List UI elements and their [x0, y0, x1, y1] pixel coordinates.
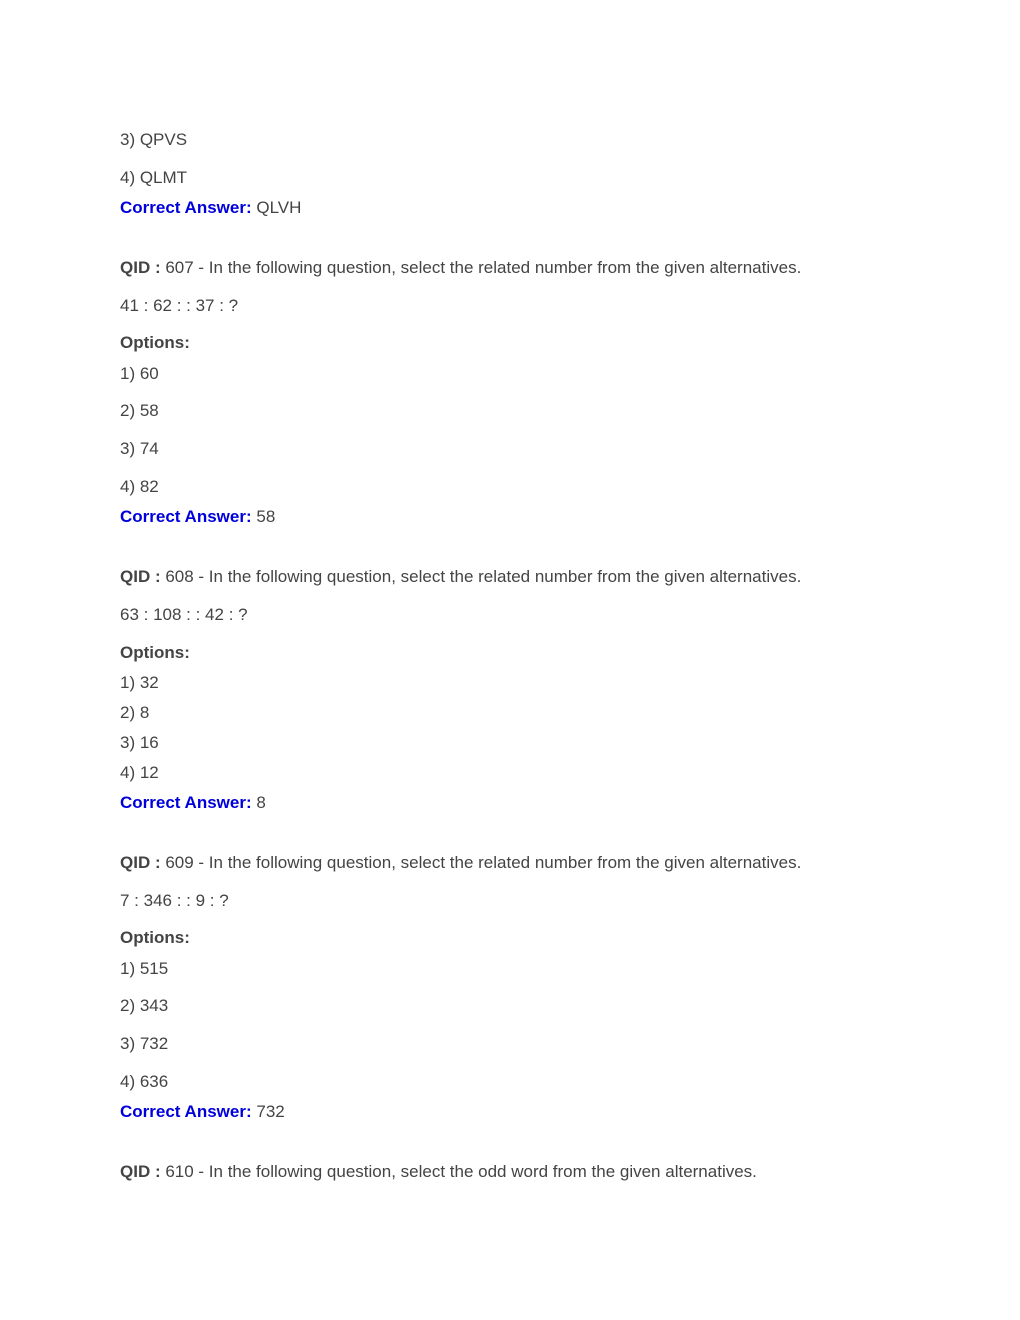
- correct-answer-value: QLVH: [256, 198, 302, 217]
- option-item: 4) 12: [120, 763, 159, 782]
- question-prompt: 7 : 346 : : 9 : ?: [120, 891, 229, 910]
- option-item: 4) 636: [120, 1072, 169, 1091]
- option-item: 1) 515: [120, 959, 169, 978]
- correct-answer-label: Correct Answer:: [120, 793, 252, 812]
- option-item: 4) QLMT: [120, 168, 188, 187]
- correct-answer-line: [120, 793, 266, 813]
- question-heading: [120, 853, 801, 873]
- correct-answer-line: [120, 1102, 285, 1122]
- option-item: 2) 58: [120, 401, 159, 420]
- option-item: 4) 82: [120, 477, 159, 496]
- option-item: 1) 32: [120, 673, 159, 692]
- option-item: 2) 8: [120, 703, 150, 722]
- question-heading: [120, 258, 801, 278]
- correct-answer-line: [120, 507, 275, 527]
- options-label: Options:: [120, 643, 190, 662]
- correct-answer-value: 8: [256, 793, 266, 812]
- question-text: 609 - In the following question, select the related number from the given alternatives.: [160, 853, 802, 872]
- correct-answer-value: 732: [256, 1102, 285, 1121]
- correct-answer-label: Correct Answer:: [120, 1102, 252, 1121]
- options-label: Options:: [120, 333, 190, 352]
- question-heading: [120, 567, 801, 587]
- correct-answer-line: [120, 198, 301, 218]
- question-text: 608 - In the following question, select the related number from the given alternatives.: [160, 567, 802, 586]
- question-prompt: 41 : 62 : : 37 : ?: [120, 296, 239, 315]
- option-item: 3) 16: [120, 733, 159, 752]
- option-item: 3) QPVS: [120, 130, 188, 149]
- question-text: 607 - In the following question, select the related number from the given alternatives.: [160, 258, 802, 277]
- qid-label: QID :: [120, 567, 161, 586]
- option-item: 3) 732: [120, 1034, 169, 1053]
- qid-label: QID :: [120, 853, 161, 872]
- options-label: Options:: [120, 928, 190, 947]
- question-heading: [120, 1162, 757, 1182]
- option-item: 3) 74: [120, 439, 159, 458]
- correct-answer-value: 58: [256, 507, 276, 526]
- question-text: 610 - In the following question, select the odd word from the given alternatives.: [160, 1162, 757, 1181]
- option-item: 2) 343: [120, 996, 169, 1015]
- correct-answer-label: Correct Answer:: [120, 507, 252, 526]
- option-item: 1) 60: [120, 364, 159, 383]
- qid-label: QID :: [120, 1162, 161, 1181]
- qid-label: QID :: [120, 258, 161, 277]
- question-prompt: 63 : 108 : : 42 : ?: [120, 605, 248, 624]
- correct-answer-label: Correct Answer:: [120, 198, 252, 217]
